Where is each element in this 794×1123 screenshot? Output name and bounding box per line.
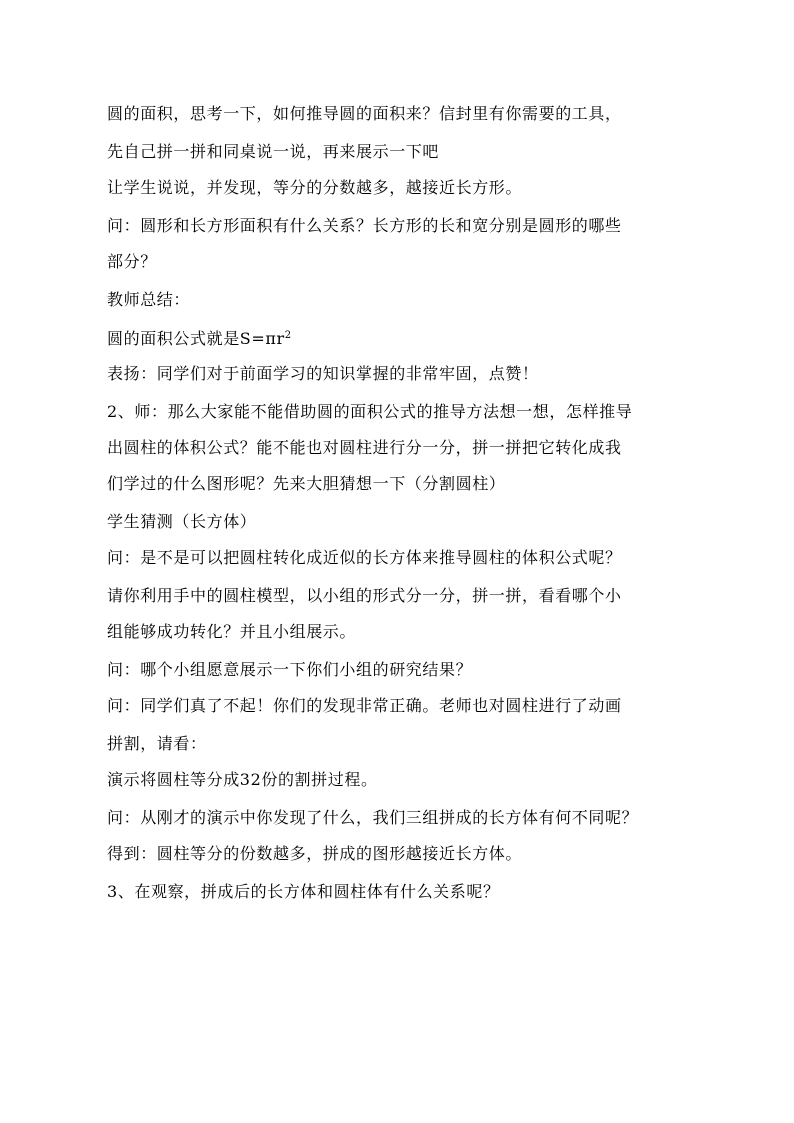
text-line: 问：圆形和长方形面积有什么关系？长方形的长和宽分别是圆形的哪些 [107, 216, 622, 235]
formula-text: 圆的面积公式就是S=πr [107, 329, 285, 348]
text-line: 问：哪个小组愿意展示一下你们小组的研究结果？ [107, 660, 473, 679]
formula-line [107, 326, 697, 346]
text-line: 出圆柱的体积公式？能不能也对圆柱进行分一分，拼一拼把它转化成我 [107, 438, 622, 457]
text-line: 先自己拼一拼和同桌说一说，再来展示一下吧 [107, 142, 440, 161]
text-line: 得到：圆柱等分的份数越多，拼成的图形越接近长方体。 [107, 844, 523, 863]
text-line: 圆的面积，思考一下，如何推导圆的面积来？信封里有你需要的工具， [107, 104, 622, 123]
text-line: 们学过的什么图形呢？先来大胆猜想一下（分割圆柱） [107, 474, 506, 493]
text-line: 学生猜测（长方体） [107, 512, 257, 531]
text-line: 表扬：同学们对于前面学习的知识掌握的非常牢固，点赞！ [107, 364, 539, 383]
text-line: 组能够成功转化？并且小组展示。 [107, 622, 357, 641]
text-line: 问：从刚才的演示中你发现了什么，我们三组拼成的长方体有何不同呢？ [107, 808, 639, 827]
text-line: 问：是不是可以把圆柱转化成近似的长方体来推导圆柱的体积公式呢？ [107, 548, 622, 567]
text-line: 3、在观察，拼成后的长方体和圆柱体有什么关系呢？ [107, 882, 500, 901]
text-line: 部分？ [107, 252, 157, 271]
text-line: 问：同学们真了不起！你们的发现非常正确。老师也对圆柱进行了动画 [107, 696, 622, 715]
text-line: 请你利用手中的圆柱模型，以小组的形式分一分，拼一拼，看看哪个小 [107, 586, 622, 605]
document-body [107, 104, 697, 902]
text-line: 教师总结： [107, 290, 191, 309]
text-line: 2、师：那么大家能不能借助圆的面积公式的推导方法想一想，怎样推导 [107, 402, 633, 421]
formula-exponent: 2 [284, 330, 292, 341]
text-line: 演示将圆柱等分成32份的割拼过程。 [107, 770, 378, 789]
text-line: 拼割，请看： [107, 734, 207, 753]
text-line: 让学生说说，并发现，等分的分数越多，越接近长方形。 [107, 178, 523, 197]
